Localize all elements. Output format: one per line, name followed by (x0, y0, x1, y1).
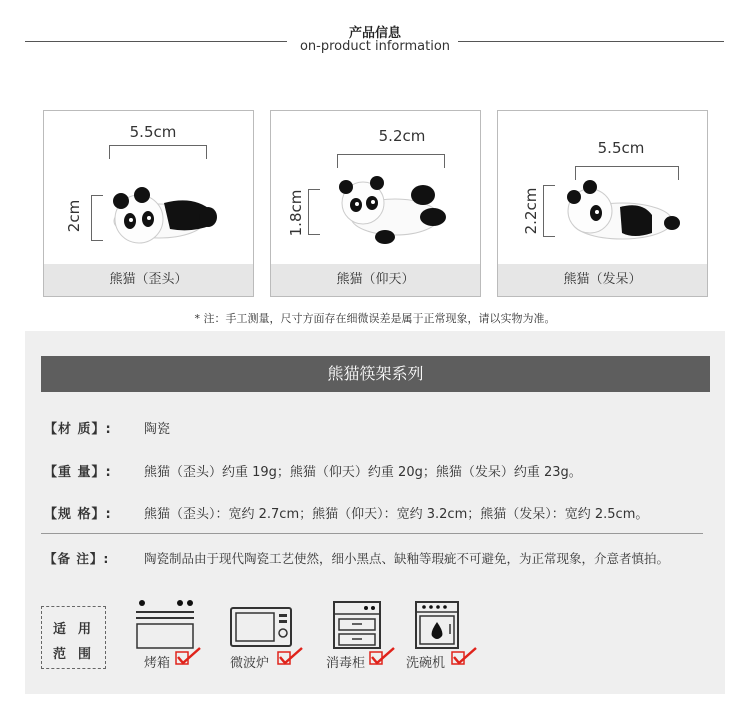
scope-char: 用 (78, 622, 92, 637)
usage-label: 洗碗机 (406, 656, 446, 671)
spec-value: 熊猫（歪头）约重 19g；熊猫（仰天）约重 20g；熊猫（发呆）约重 23g。 (144, 465, 582, 480)
product-card-tilted-head (43, 110, 254, 297)
spec-value: 陶瓷 (144, 422, 171, 437)
height-bracket (308, 189, 320, 235)
width-bracket (337, 154, 445, 168)
spec-divider (41, 533, 703, 534)
section-subtitle: on-product information (299, 39, 451, 54)
usage-label: 烤箱 (144, 656, 171, 671)
spec-value: 陶瓷制品由于现代陶瓷工艺使然，细小黑点、缺釉等瑕疵不可避免，为正常现象，介意者慎拍。 (144, 551, 670, 566)
usage-item-oven (134, 598, 204, 670)
scope-char: 围 (78, 647, 92, 662)
product-caption: 熊猫（歪头） (44, 264, 253, 296)
section-title: 产品信息 (348, 26, 401, 41)
width-label: 5.2cm (378, 127, 426, 145)
spec-row-weight (44, 461, 582, 480)
panda-tilted-head-image (104, 181, 224, 251)
product-card-daze (497, 110, 708, 297)
spec-label: 【重 量】: (44, 465, 112, 480)
spec-label: 【材 质】: (44, 422, 112, 437)
sterilizer-cabinet-icon (332, 600, 382, 650)
usage-item-microwave (228, 598, 308, 670)
usage-item-sterilizer (326, 598, 406, 670)
dishwasher-icon (414, 600, 460, 650)
width-label: 5.5cm (129, 123, 177, 141)
scope-char: 适 (53, 622, 67, 637)
height-label: 1.8cm (287, 189, 305, 237)
usage-scope-box (41, 606, 106, 669)
series-title-bar: 熊猫筷架系列 (41, 356, 710, 392)
height-bracket (91, 195, 103, 241)
usage-label: 消毒柜 (326, 656, 366, 671)
width-label: 5.5cm (597, 139, 645, 157)
spec-row-remark (44, 549, 669, 567)
spec-label: 【规 格】: (44, 507, 112, 522)
spec-label: 【备 注】: (44, 551, 110, 566)
usage-label: 微波炉 (230, 656, 270, 671)
spec-row-size (44, 503, 648, 522)
spec-row-material (44, 418, 170, 437)
height-bracket (543, 185, 555, 237)
panda-face-up-image (333, 173, 453, 253)
check-icon (368, 646, 396, 666)
microwave-icon (228, 606, 294, 648)
spec-value: 熊猫（歪头）：宽约 2.7cm；熊猫（仰天）：宽约 3.2cm；熊猫（发呆）：宽约 2.5cm。 (144, 507, 649, 522)
oven-icon (134, 598, 198, 650)
usage-item-dishwasher (406, 598, 486, 670)
product-caption: 熊猫（发呆） (498, 264, 707, 296)
check-icon (174, 646, 202, 666)
scope-char: 范 (53, 647, 67, 662)
check-icon (276, 646, 304, 666)
product-card-face-up (270, 110, 481, 297)
check-icon (450, 646, 478, 666)
width-bracket (109, 145, 207, 159)
measurement-note: * 注：手工测量，尺寸方面存在细微误差是属于正常现象，请以实物为准。 (194, 312, 556, 325)
height-label: 2.2cm (522, 187, 540, 235)
product-caption: 熊猫（仰天） (271, 264, 480, 296)
panda-daze-image (564, 177, 684, 249)
height-label: 2cm (65, 199, 83, 233)
